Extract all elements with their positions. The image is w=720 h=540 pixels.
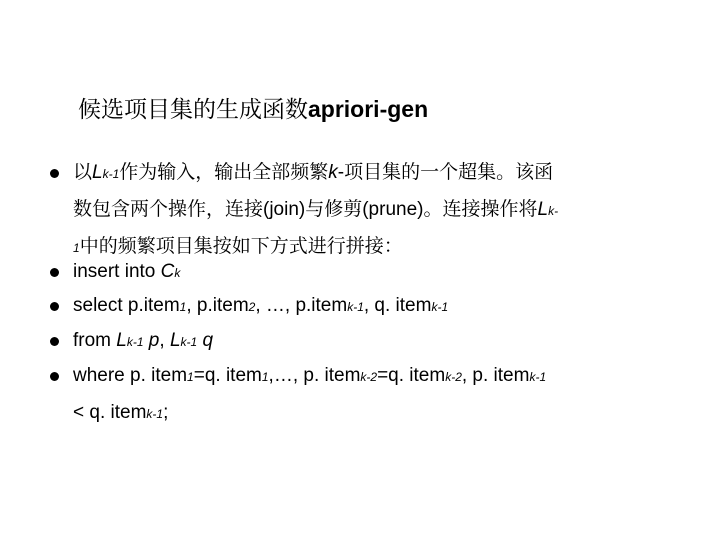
text-segment: insert into (73, 261, 161, 282)
text-segment: =q. item (377, 365, 446, 386)
text-segment: 以 (73, 162, 93, 183)
math-symbol: k (328, 162, 338, 183)
subscript: k-1 (146, 407, 164, 421)
text-segment: < q. item (73, 402, 147, 423)
bullet-item-2 (73, 254, 693, 291)
bullet-item-4 (73, 323, 693, 360)
text-segment: from (73, 330, 117, 351)
bullet-1-line-2 (73, 192, 693, 229)
subscript: 1 (261, 370, 269, 384)
slide-title (78, 93, 428, 125)
bullet-4-line (73, 323, 693, 360)
math-symbol: p (143, 330, 160, 351)
subscript: 1 (179, 300, 187, 314)
text-segment: , p.item (186, 295, 249, 316)
title-function-name: apriori-gen (308, 96, 429, 122)
bullet-dot-icon (50, 268, 59, 277)
text-segment: ,…, p. item (268, 365, 361, 386)
text-segment: -项目集的一个超集。该函 (337, 162, 554, 183)
math-symbol: L (169, 330, 181, 351)
text-segment: , p. item (461, 365, 530, 386)
bullet-dot-icon (50, 372, 59, 381)
text-segment: , q. item (363, 295, 432, 316)
bullet-item-1 (73, 155, 693, 266)
text-segment: 数包含两个操作，连接(join)与修剪(prune)。连接操作将 (73, 199, 538, 220)
subscript: k (174, 266, 181, 280)
bullet-5-line-2 (73, 395, 693, 432)
bullet-2-line (73, 254, 693, 291)
subscript: 1 (73, 241, 80, 255)
subscript: 2 (248, 300, 256, 314)
math-symbol: L (116, 330, 127, 351)
bullet-item-5 (73, 358, 693, 432)
subscript: k-2 (360, 370, 378, 384)
subscript: k-1 (529, 370, 547, 384)
bullet-dot-icon (50, 337, 59, 346)
title-text: 候选项目集的生成函数 (78, 96, 308, 122)
bullet-dot-icon (50, 169, 59, 178)
bullet-item-3 (73, 288, 693, 325)
text-segment: select p.item (73, 295, 180, 316)
text-segment: where p. item (73, 365, 188, 386)
subscript: k-1 (102, 167, 120, 181)
math-symbol: L (537, 199, 549, 220)
subscript: k-1 (431, 300, 449, 314)
subscript: k-1 (347, 300, 364, 314)
subscript: k-2 (445, 370, 462, 384)
text-segment: 中的频繁项目集按如下方式进行拼接： (79, 236, 403, 257)
math-symbol: C (160, 261, 175, 282)
subscript: k-1 (126, 335, 144, 349)
subscript: k-1 (180, 335, 198, 349)
bullet-dot-icon (50, 302, 59, 311)
bullet-5-line-1 (73, 358, 693, 395)
bullet-1-line-1 (73, 155, 693, 192)
subscript: 1 (187, 370, 194, 384)
subscript: k- (548, 204, 559, 218)
math-symbol: q (197, 330, 214, 351)
text-segment: =q. item (193, 365, 262, 386)
text-segment: 作为输入，输出全部频繁 (119, 162, 329, 183)
text-segment: ; (163, 402, 169, 423)
math-symbol: L (92, 162, 103, 183)
bullet-3-line (73, 288, 693, 325)
text-segment: , (159, 330, 170, 351)
text-segment: , …, p.item (255, 295, 348, 316)
